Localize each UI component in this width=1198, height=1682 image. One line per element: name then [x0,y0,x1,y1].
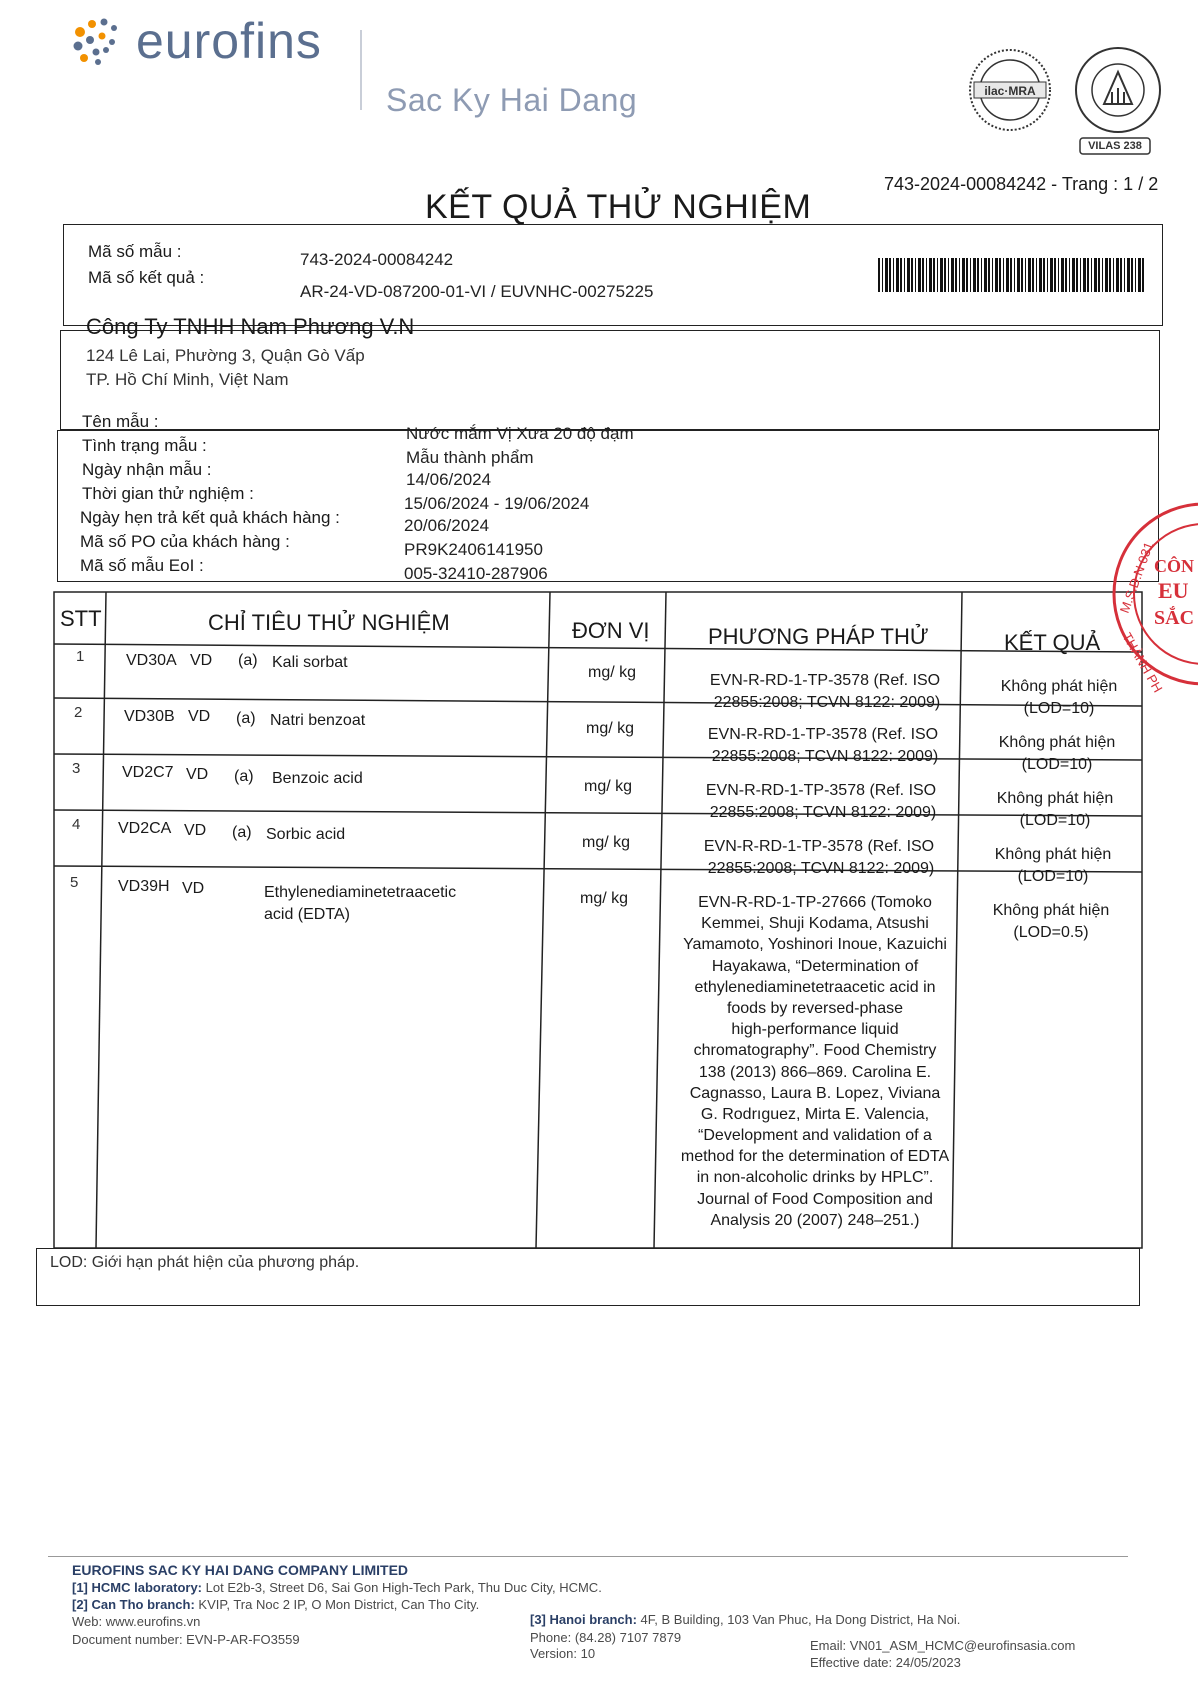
row-method-line2: 22855:2008; TCVN 8122: 2009) [713,694,941,711]
footer-company: EUROFINS SAC KY HAI DANG COMPANY LIMITED [72,1562,409,1578]
customer-address-line2: TP. Hồ Chí Minh, Việt Nam [86,370,289,389]
row-result-line1: Không phát hiện [1000,678,1118,695]
stamp-text-3: SẮC [1154,607,1195,629]
row-method-line2: 22855:2008; TCVN 8122: 2009) [707,860,935,877]
sample-value-2: 14/06/2024 [406,470,492,489]
method-line: G. Rodrıguez, Mirta E. Valencia, [700,1105,930,1123]
sample-label-5: Mã số PO của khách hàng : [80,532,290,551]
row-code: VD39H [118,878,170,895]
lod-note: LOD: Giới hạn phát hiện của phương pháp. [50,1254,360,1271]
sample-value-6: 005-32410-287906 [404,564,548,583]
row-method-line2: 22855:2008; TCVN 8122: 2009) [711,748,939,765]
row-unit: mg/ kg [588,664,637,681]
row-unit: mg/ kg [582,834,631,851]
sample-label-3: Thời gian thử nghiệm : [82,484,254,503]
sample-value-4: 20/06/2024 [404,516,490,535]
stamp-text-4: M.S.D.N 031 [1116,539,1157,616]
row-name: Benzoic acid [272,770,363,787]
red-seal-stamp [1108,494,1198,694]
header-method: PHƯƠNG PHÁP THỬ [708,624,929,649]
method-line: Analysis 20 (2007) 248–251.) [710,1211,920,1229]
header-parameter: CHỈ TIÊU THỬ NGHIỆM [208,610,450,635]
row-flag: (a) [232,824,252,841]
row-stt: 4 [72,816,81,833]
brand-subtitle: Sac Ky Hai Dang [386,82,638,118]
footer-hcmc-label: [1] HCMC laboratory: [72,1580,203,1595]
method-line: foods by reversed-phase [726,999,904,1017]
logo-divider [360,30,362,110]
header-result: KẾT QUẢ [1004,630,1101,655]
sample-label-4: Ngày hẹn trả kết quả khách hàng : [80,508,340,527]
row-vd: VD [186,766,209,783]
method-line: “Development and validation of a [698,1127,932,1145]
result-code-value: AR-24-VD-087200-01-VI / EUVNHC-00275225 [300,282,654,301]
row-flag: (a) [238,652,258,669]
footer-hanoi-address: 4F, B Building, 103 Van Phuc, Ha Dong District, Ha Noi. [640,1612,961,1627]
row-result-line1: Không phát hiện [992,902,1110,919]
svg-text:ilac·MRA: ilac·MRA [984,84,1036,98]
footer-cantho [72,1597,479,1612]
row-name: Kali sorbat [272,654,348,671]
sample-value-1: Mẫu thành phẩm [406,448,534,467]
vilas-label: VILAS 238 [1088,140,1142,152]
row-code: VD2CA [118,820,172,837]
method-line: Cagnasso, Laura B. Lopez, Viviana [689,1084,941,1102]
stamp-text-2: EU [1158,578,1189,603]
sample-value-3: 15/06/2024 - 19/06/2024 [404,494,590,513]
row-result-line2: (LOD=10) [1023,700,1095,717]
row-result-line1: Không phát hiện [994,846,1112,863]
sample-value-0: Nước mắm Vị Xưa 20 độ đạm [406,424,634,443]
stamp-text-5: THÀNH PH [1119,630,1166,696]
sample-code-value: 743-2024-00084242 [300,250,454,269]
row-method-line2: 22855:2008; TCVN 8122: 2009) [709,804,937,821]
row-unit: mg/ kg [586,720,635,737]
footer-hcmc [72,1580,602,1595]
footer-hanoi [530,1612,960,1627]
brand-name: eurofins [136,13,322,69]
footer-phone: Phone: (84.28) 7107 7879 [530,1630,682,1645]
row-vd: VD [182,880,205,897]
footer-effective-date: Effective date: 24/05/2023 [810,1655,961,1670]
row-method-line1: EVN-R-RD-1-TP-3578 (Ref. ISO [707,726,939,743]
method-line: Journal of Food Composition and [697,1190,933,1208]
method-line: high-performance liquid [731,1021,899,1039]
row-stt: 2 [74,704,83,721]
method-line: Kemmei, Shuji Kodama, Atsushi [701,915,929,933]
sample-label-1: Tình trạng mẫu : [82,436,207,455]
row-result-line2: (LOD=10) [1019,812,1091,829]
row-result-line1: Không phát hiện [996,790,1114,807]
method-line: chromatography”. Food Chemistry [693,1042,937,1060]
row-stt: 1 [76,648,85,665]
row-stt: 3 [72,760,81,777]
footer-cantho-label: [2] Can Tho branch: [72,1597,195,1612]
method-line: ethylenediaminetetraacetic acid in [694,978,936,996]
header-unit: ĐƠN VỊ [572,618,650,643]
row-stt: 5 [70,874,79,891]
row-unit: mg/ kg [580,890,629,907]
eurofins-logo-icon [70,16,122,68]
method-line: Yamamoto, Yoshinori Inoue, Kazuichi [683,936,947,954]
sample-label-0: Tên mẫu : [82,412,159,431]
document-title: KẾT QUẢ THỬ NGHIỆM [425,188,812,226]
footer-hanoi-label: [3] Hanoi branch: [530,1612,637,1627]
row-name: Sorbic acid [266,826,346,843]
row-vd: VD [188,708,211,725]
customer-address-line1: 124 Lê Lai, Phường 3, Quận Gò Vấp [86,346,365,365]
sample-info-box [57,430,1159,582]
barcode [878,258,1146,292]
footer-cantho-address: KVIP, Tra Noc 2 IP, O Mon District, Can Tho City. [198,1597,480,1612]
sample-label-6: Mã số mẫu EoI : [80,556,204,575]
row-name: Natri benzoat [270,712,366,729]
row-result-line2: (LOD=0.5) [1013,924,1089,941]
page-reference: 743-2024-00084242 - Trang : 1 / 2 [884,174,1159,194]
row-method-line1: EVN-R-RD-1-TP-3578 (Ref. ISO [705,782,937,799]
row-vd: VD [184,822,207,839]
method-line: method for the determination of EDTA [680,1148,950,1166]
row-method-line1: EVN-R-RD-1-TP-3578 (Ref. ISO [703,838,935,855]
footer-email: Email: VN01_ASM_HCMC@eurofinsasia.com [810,1638,1076,1653]
row-method-line1: EVN-R-RD-1-TP-3578 (Ref. ISO [709,672,941,689]
row-result-line1: Không phát hiện [998,734,1116,751]
row-unit: mg/ kg [584,778,633,795]
footer-version: Version: 10 [530,1646,596,1661]
row-method-lines [660,892,970,1231]
footer-web: Web: www.eurofins.vn [72,1614,201,1629]
row-vd: VD [190,652,213,669]
method-line: Hayakawa, “Determination of [711,957,919,975]
row-name-line2: acid (EDTA) [264,906,350,923]
sample-code-label: Mã số mẫu : [88,242,182,261]
stamp-text-1: CÔN [1154,556,1194,576]
customer-name: Công Ty TNHH Nam Phương V.N [86,314,415,339]
row-code: VD2C7 [122,764,174,781]
row-flag: (a) [234,768,254,785]
method-line: 138 (2013) 866–869. Carolina E. [698,1063,932,1081]
row-result-line2: (LOD=10) [1021,756,1093,773]
footer-rule [48,1556,1128,1557]
accreditation-logos [968,42,1178,162]
footer-doc-number: Document number: EVN-P-AR-FO3559 [72,1632,300,1647]
row-code: VD30B [124,708,175,725]
row-name-line1: Ethylenediaminetetraacetic [264,884,457,901]
sample-label-2: Ngày nhận mẫu : [82,460,212,479]
sample-value-5: PR9K2406141950 [404,540,543,559]
result-code-label: Mã số kết quả : [88,268,205,287]
row-flag: (a) [236,710,256,727]
method-line: EVN-R-RD-1-TP-27666 (Tomoko [698,894,932,911]
row-result-line2: (LOD=10) [1017,868,1089,885]
header-stt: STT [60,606,102,631]
footer-hcmc-address: Lot E2b-3, Street D6, Sai Gon High-Tech Park, Thu Duc City, HCMC. [205,1580,602,1595]
method-line: in non-alcoholic drinks by HPLC”. [696,1169,934,1187]
row-code: VD30A [126,652,177,669]
